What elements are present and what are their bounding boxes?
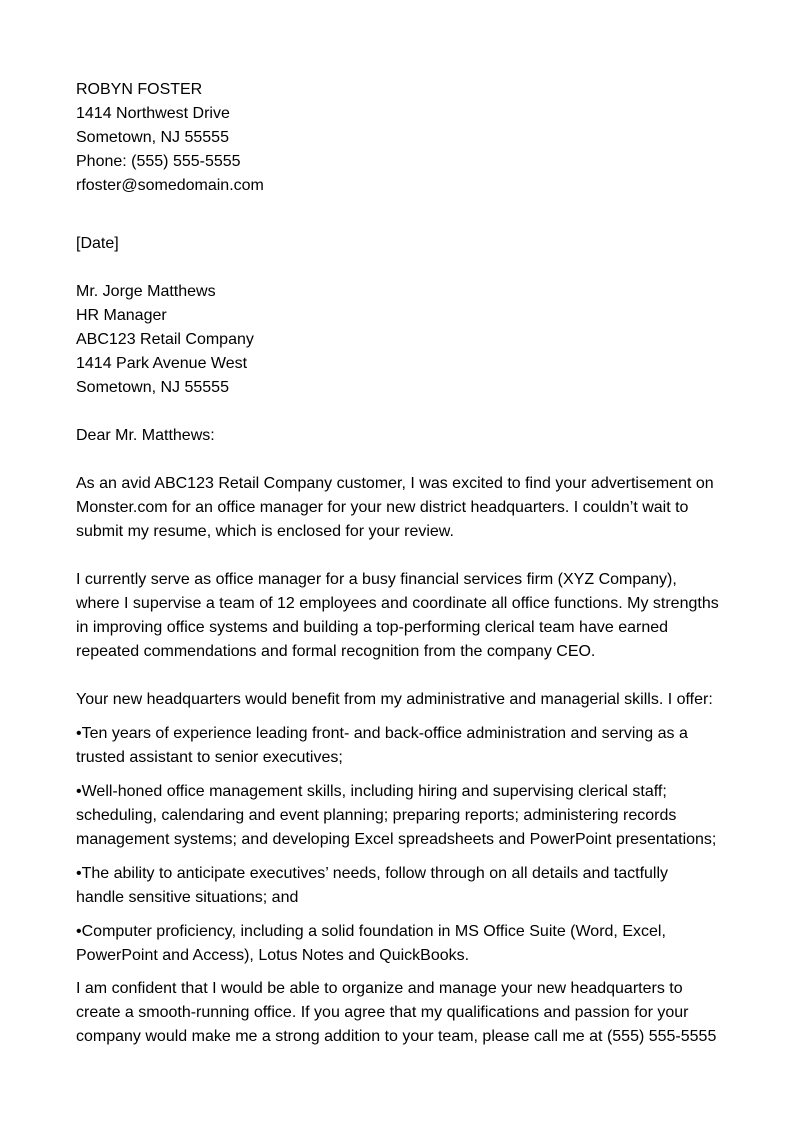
- sender-phone: Phone: (555) 555-5555: [76, 153, 241, 170]
- letter-date: [Date]: [76, 235, 119, 252]
- sender-name: ROBYN FOSTER: [76, 81, 203, 98]
- recipient-company: ABC123 Retail Company: [76, 331, 254, 348]
- paragraph-experience: [76, 568, 726, 664]
- paragraph-line: create a smooth-running office. If you agree that my qualifications and passion for your: [76, 1004, 689, 1021]
- sender-address: [76, 78, 726, 198]
- recipient-street: 1414 Park Avenue West: [76, 355, 248, 372]
- bullet-icon: •: [76, 865, 82, 882]
- paragraph-line: As an avid ABC123 Retail Company customer, I was excited to find your advertisement on: [76, 475, 714, 492]
- recipient-address: [76, 280, 726, 400]
- bullet-item: [76, 722, 726, 770]
- bullet-text: Ten years of experience leading front- and back-office administration and serving as a: [81, 725, 688, 742]
- bullet-text: trusted assistant to senior executives;: [76, 749, 343, 766]
- bullet-text: scheduling, calendaring and event planning; preparing reports; administering records: [76, 807, 677, 824]
- bullet-item: [76, 920, 726, 968]
- paragraph-line: submit my resume, which is enclosed for your review.: [76, 523, 454, 540]
- bullet-text: PowerPoint and Access), Lotus Notes and QuickBooks.: [76, 947, 470, 964]
- bullet-icon: •: [76, 725, 82, 742]
- sender-street: 1414 Northwest Drive: [76, 105, 230, 122]
- paragraph-line: where I supervise a team of 12 employees and coordinate all office functions. My strengths: [76, 595, 719, 612]
- recipient-name: Mr. Jorge Matthews: [76, 283, 216, 300]
- bullet-item: [76, 862, 726, 910]
- sender-city: Sometown, NJ 55555: [76, 129, 229, 146]
- bullet-text: Well-honed office management skills, including hiring and supervising clerical staff;: [81, 783, 667, 800]
- paragraph-line: I currently serve as office manager for a busy financial services firm (XYZ Company),: [76, 571, 677, 588]
- paragraph-line: company would make me a strong addition to your team, please call me at (555) 555-5555: [76, 1028, 717, 1045]
- bullet-text: Computer proficiency, including a solid foundation in MS Office Suite (Word, Excel,: [81, 923, 666, 940]
- paragraph-offer: [76, 688, 726, 712]
- letter-body: [76, 78, 726, 1049]
- paragraph-line: repeated commendations and formal recognition from the company CEO.: [76, 643, 596, 660]
- sender-email: rfoster@somedomain.com: [76, 177, 264, 194]
- bullet-icon: •: [76, 923, 82, 940]
- paragraph-line: Monster.com for an office manager for your new district headquarters. I couldn’t wait to: [76, 499, 689, 516]
- paragraph-line: I am confident that I would be able to organize and manage your new headquarters to: [76, 980, 683, 997]
- bullet-text: handle sensitive situations; and: [76, 889, 299, 906]
- bullet-item: [76, 780, 726, 852]
- bullet-text: The ability to anticipate executives’ needs, follow through on all details and tactfully: [81, 865, 669, 882]
- recipient-title: HR Manager: [76, 307, 167, 324]
- paragraph-intro: [76, 472, 726, 544]
- bullet-text: management systems; and developing Excel spreadsheets and PowerPoint presentations;: [76, 831, 717, 848]
- salutation: Dear Mr. Matthews:: [76, 427, 215, 444]
- paragraph-line: Your new headquarters would benefit from my administrative and managerial skills. I offer:: [76, 691, 713, 708]
- recipient-city: Sometown, NJ 55555: [76, 379, 229, 396]
- bullet-icon: •: [76, 783, 82, 800]
- paragraph-closing: [76, 977, 726, 1049]
- paragraph-line: in improving office systems and building a top-performing clerical team have earned: [76, 619, 669, 636]
